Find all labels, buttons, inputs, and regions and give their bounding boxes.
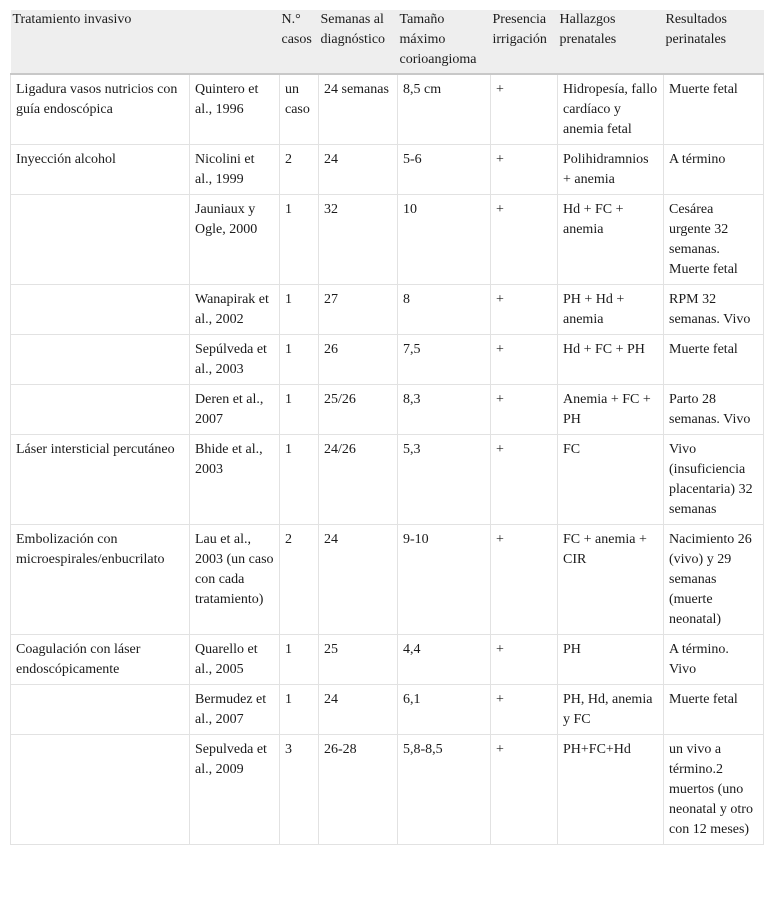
resultados-cell: Nacimiento 26 (vivo) y 29 semanas (muerte neonatal) — [664, 525, 764, 635]
referencia-cell: Deren et al., 2007 — [190, 385, 280, 435]
semanas-cell: 24 — [319, 685, 398, 735]
resultados-cell: un vivo a término.2 muertos (uno neonatal y otro con 12 meses) — [664, 735, 764, 845]
table-row — [11, 74, 764, 145]
tratamiento-cell: Embolización con microespirales/enbucrilato — [11, 525, 190, 635]
casos-cell: 1 — [280, 195, 319, 285]
casos-cell: un caso — [280, 74, 319, 145]
irrigacion-cell: + — [491, 385, 558, 435]
casos-cell: 2 — [280, 525, 319, 635]
referencia-cell: Sepúlveda et al., 2003 — [190, 335, 280, 385]
header-hallazgos: Hallazgos prenatales — [558, 10, 664, 74]
casos-cell: 3 — [280, 735, 319, 845]
semanas-cell: 27 — [319, 285, 398, 335]
tamano-cell: 5,3 — [398, 435, 491, 525]
table-body — [11, 74, 764, 845]
tamano-cell: 8 — [398, 285, 491, 335]
resultados-cell: Muerte fetal — [664, 335, 764, 385]
semanas-cell: 24 semanas — [319, 74, 398, 145]
casos-cell: 1 — [280, 635, 319, 685]
hallazgos-cell: Polihidramnios + anemia — [558, 145, 664, 195]
semanas-cell: 24 — [319, 145, 398, 195]
hallazgos-cell: PH, Hd, anemia y FC — [558, 685, 664, 735]
table-row — [11, 195, 764, 285]
hallazgos-cell: PH — [558, 635, 664, 685]
casos-cell: 1 — [280, 335, 319, 385]
referencia-cell: Quintero et al., 1996 — [190, 74, 280, 145]
semanas-cell: 26 — [319, 335, 398, 385]
table-row — [11, 335, 764, 385]
irrigacion-cell: + — [491, 635, 558, 685]
table-row — [11, 635, 764, 685]
tratamiento-cell — [11, 685, 190, 735]
referencia-cell: Bhide et al., 2003 — [190, 435, 280, 525]
casos-cell: 2 — [280, 145, 319, 195]
tamano-cell: 9-10 — [398, 525, 491, 635]
hallazgos-cell: FC — [558, 435, 664, 525]
irrigacion-cell: + — [491, 195, 558, 285]
tamano-cell: 10 — [398, 195, 491, 285]
semanas-cell: 32 — [319, 195, 398, 285]
header-resultados: Resultados perinatales — [664, 10, 764, 74]
table-row — [11, 685, 764, 735]
irrigacion-cell: + — [491, 145, 558, 195]
irrigacion-cell: + — [491, 735, 558, 845]
referencia-cell: Wanapirak et al., 2002 — [190, 285, 280, 335]
header-referencia — [190, 10, 280, 74]
tratamiento-cell: Inyección alcohol — [11, 145, 190, 195]
semanas-cell: 25/26 — [319, 385, 398, 435]
irrigacion-cell: + — [491, 74, 558, 145]
tratamiento-cell: Láser intersticial percutáneo — [11, 435, 190, 525]
referencia-cell: Sepulveda et al., 2009 — [190, 735, 280, 845]
resultados-cell: Cesárea urgente 32 semanas. Muerte fetal — [664, 195, 764, 285]
table-row — [11, 735, 764, 845]
tratamiento-cell — [11, 735, 190, 845]
irrigacion-cell: + — [491, 335, 558, 385]
tratamiento-cell — [11, 335, 190, 385]
tratamiento-cell: Ligadura vasos nutricios con guía endoscópica — [11, 74, 190, 145]
resultados-cell: Vivo (insuficiencia placentaria) 32 semanas — [664, 435, 764, 525]
tamano-cell: 8,5 cm — [398, 74, 491, 145]
table-row — [11, 435, 764, 525]
casos-cell: 1 — [280, 385, 319, 435]
referencia-cell: Nicolini et al., 1999 — [190, 145, 280, 195]
semanas-cell: 24/26 — [319, 435, 398, 525]
tratamiento-cell — [11, 285, 190, 335]
header-tamano: Tamaño máximo corioangioma — [398, 10, 491, 74]
hallazgos-cell: PH+FC+Hd — [558, 735, 664, 845]
hallazgos-cell: Hidropesía, fallo cardíaco y anemia fetal — [558, 74, 664, 145]
tratamiento-cell — [11, 385, 190, 435]
table-row — [11, 525, 764, 635]
semanas-cell: 24 — [319, 525, 398, 635]
casos-cell: 1 — [280, 435, 319, 525]
header-irrigacion: Presencia irrigación — [491, 10, 558, 74]
semanas-cell: 26-28 — [319, 735, 398, 845]
resultados-cell: Muerte fetal — [664, 74, 764, 145]
referencia-cell: Bermudez et al., 2007 — [190, 685, 280, 735]
hallazgos-cell: Hd + FC + anemia — [558, 195, 664, 285]
header-tratamiento: Tratamiento invasivo — [11, 10, 190, 74]
referencia-cell: Jauniaux y Ogle, 2000 — [190, 195, 280, 285]
resultados-cell: Parto 28 semanas. Vivo — [664, 385, 764, 435]
header-semanas: Semanas al diagnóstico — [319, 10, 398, 74]
referencia-cell: Quarello et al., 2005 — [190, 635, 280, 685]
hallazgos-cell: FC + anemia + CIR — [558, 525, 664, 635]
irrigacion-cell: + — [491, 285, 558, 335]
header-casos: N.° casos — [280, 10, 319, 74]
resultados-cell: RPM 32 semanas. Vivo — [664, 285, 764, 335]
tamano-cell: 7,5 — [398, 335, 491, 385]
referencia-cell: Lau et al., 2003 (un caso con cada tratamiento) — [190, 525, 280, 635]
tratamiento-cell: Coagulación con láser endoscópicamente — [11, 635, 190, 685]
hallazgos-cell: PH + Hd + anemia — [558, 285, 664, 335]
tamano-cell: 5-6 — [398, 145, 491, 195]
resultados-cell: A término. Vivo — [664, 635, 764, 685]
table-row — [11, 285, 764, 335]
tamano-cell: 5,8-8,5 — [398, 735, 491, 845]
table-row — [11, 385, 764, 435]
irrigacion-cell: + — [491, 525, 558, 635]
table-header — [11, 10, 764, 74]
casos-cell: 1 — [280, 685, 319, 735]
irrigacion-cell: + — [491, 685, 558, 735]
tamano-cell: 8,3 — [398, 385, 491, 435]
hallazgos-cell: Anemia + FC + PH — [558, 385, 664, 435]
header-row — [11, 10, 764, 74]
tamano-cell: 6,1 — [398, 685, 491, 735]
tratamiento-cell — [11, 195, 190, 285]
semanas-cell: 25 — [319, 635, 398, 685]
treatment-table — [10, 10, 764, 845]
casos-cell: 1 — [280, 285, 319, 335]
irrigacion-cell: + — [491, 435, 558, 525]
tamano-cell: 4,4 — [398, 635, 491, 685]
table-row — [11, 145, 764, 195]
resultados-cell: A término — [664, 145, 764, 195]
hallazgos-cell: Hd + FC + PH — [558, 335, 664, 385]
resultados-cell: Muerte fetal — [664, 685, 764, 735]
